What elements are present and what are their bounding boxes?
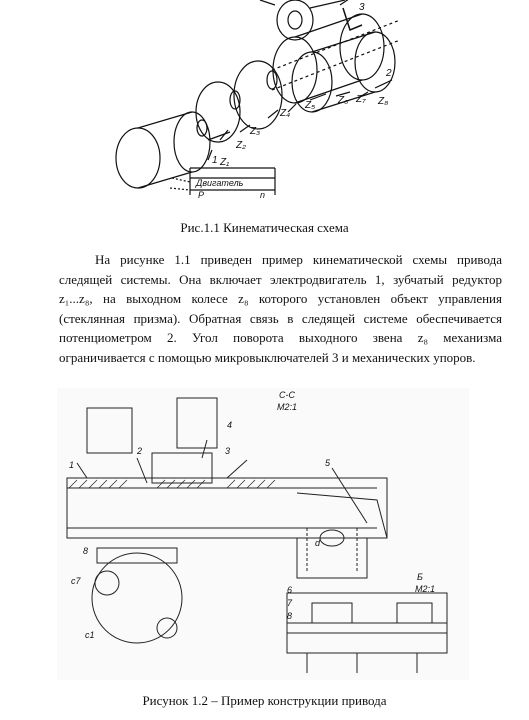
label-z3: Z₃ <box>250 126 261 137</box>
label-2: 2 <box>137 446 143 456</box>
label-1: 1 <box>69 460 75 470</box>
paragraph-line: следящей системы. Она включает электродвигатель 1, зубчатый редуктор <box>59 271 502 287</box>
label-d: d <box>315 538 321 548</box>
section-b-scale: М2:1 <box>415 584 436 594</box>
label-n: n <box>260 190 266 200</box>
label-8: 8 <box>287 611 293 621</box>
label-1: 1 <box>212 155 218 166</box>
label-c1: с1 <box>85 630 95 640</box>
label-z8: Z₈ <box>378 96 389 107</box>
kinematic-scheme-figure <box>100 0 420 205</box>
label-5: 5 <box>325 458 331 468</box>
label-7: 7 <box>287 598 293 608</box>
label-z7: Z₇ <box>356 94 366 105</box>
label-3: 3 <box>225 446 231 456</box>
construction-drawing-figure <box>57 388 469 680</box>
paragraph-line: (стеклянная призма). Обратная связь в следящей системе обеспечивается <box>59 310 502 326</box>
label-2: 2 <box>386 68 392 79</box>
label-z4: Z₄ <box>280 108 291 119</box>
paragraph-line: ограничивается с помощью микровыключателей 3 и механических упоров. <box>59 349 476 365</box>
label-6: 6 <box>287 585 293 595</box>
label-p: P <box>198 190 205 200</box>
label-motor: Двигатель <box>196 178 244 188</box>
label-z1: Z₁ <box>220 157 230 168</box>
label-c7: с7 <box>71 576 81 586</box>
section-cc-scale: М2:1 <box>277 402 298 412</box>
section-b-label: Б <box>417 572 423 582</box>
body-paragraph <box>59 250 502 367</box>
label-3: 3 <box>359 2 365 13</box>
figure1-caption: Рис.1.1 Кинематическая схема <box>180 220 349 235</box>
label-4: 4 <box>227 420 233 430</box>
label-b8: 8 <box>83 546 89 556</box>
label-z6: Z₆ <box>338 95 349 106</box>
paragraph-line: z₁...z₈, на выходном колесе z₈ которого установлен объект управления <box>59 291 502 306</box>
figure2-caption: Рисунок 1.2 – Пример конструкции привода <box>142 693 387 708</box>
section-cc-label: С-С <box>279 390 295 400</box>
label-z2: Z₂ <box>236 140 246 151</box>
label-z5: Z₅ <box>305 100 316 111</box>
paragraph-line: На рисунке 1.1 приведен пример кинематической схемы привода <box>95 252 502 267</box>
paragraph-line: потенциометром 2. Угол поворота выходного звена z₈ механизма <box>59 330 502 345</box>
